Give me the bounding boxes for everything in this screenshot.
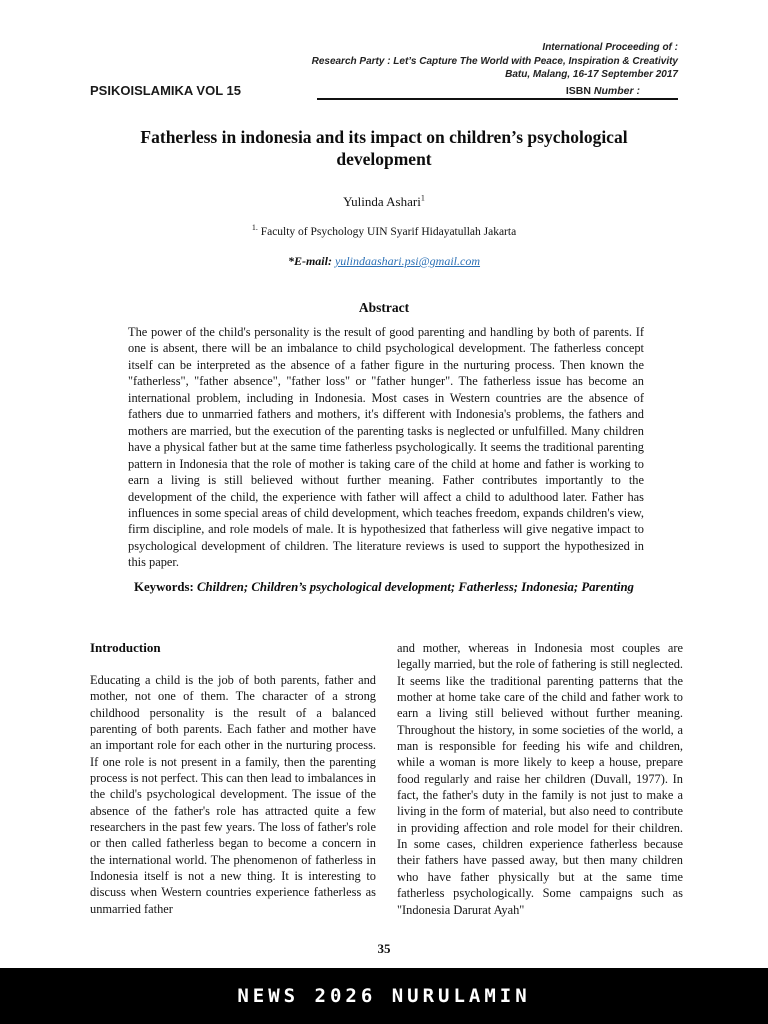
paper-title: Fatherless in indonesia and its impact on children’s psychological development bbox=[140, 127, 628, 169]
abstract-text: The power of the child's personality is the result of good parenting and handling by both of parents. If one is absent, there will be an imbalance to child psychological development. The fatherless concept itself can be interpreted as the absence of a father figure in the nurturing process. Then known the "fatherless", "father absence", "father loss" or "father hunger". The fatherless issue has become an international problem, including in Indonesia. Most cases in Western countries are the absence of fathers due to unmarried fathers and mothers, it's different with Indonesia's problems, the fathers and mothers are married, but the execution of the parenting tasks is neglected or unfulfilled. Many children have a physical father but at the same time fatherless psychologically. It seems the traditional parenting pattern in Indonesia that the role of mother is taking care of the child at home and father is working to earn a living is still believed without further meaning. Father contributes importantly to the development of the child, the experience with father will affect a child to adulthood later. Father has influences in some special areas of child development, which teaches freedom, expands children's view, firm discipline, and role models of male. It is hypothesized that fatherless will give negative impact to psychological development of children. The literature reviews is used to support the hypothesized in this paper. bbox=[128, 325, 644, 570]
page-number: 35 bbox=[377, 941, 391, 956]
isbn-label bbox=[566, 85, 640, 97]
introduction-left-text: Educating a child is the job of both parents, father and mother, not one of them. The character of a strong childhood personality is the result of a balanced parenting of both parents. Each father and mother have an important role for each other in the nurturing process. If one role is not present in a family, then the parenting process is not perfect. This can then lead to imbalances in the child's psychological development. The issue of the absence of the father's role has attracted quite a few researchers in the past few years. The loss of father's role or then called fatherless began to become a concern in the international world. The phenomenon of fatherless in Indonesia itself is not a new thing. It is interesting to discuss when Western countries experience fatherless as unmarried father bbox=[90, 673, 376, 916]
introduction-right-text: and mother, whereas in Indonesia most couples are legally married, but the role of fathering is still neglected. It seems like the traditional parenting patterns that the mother at home take care of the child and father work to earn a living still believed without further meaning. Throughout the history, in some societies of the world, a man is responsible for feeding his wife and children, while a woman is more likely to keep a house, prepare food regularly and raise her children (Duvall, 1977). In fact, the father's duty in the family is not just to make a living in the form of material, but also need to contribute in providing affection and role model for their children. In some cases, children experience fatherless because their fathers have passed away, but then many children who have father physically but at the same time fatherless psychologically. Some campaigns such as "Indonesia Darurat Ayah" bbox=[397, 641, 683, 917]
body-columns bbox=[90, 640, 684, 918]
email-label: *E-mail: bbox=[287, 254, 332, 268]
proceeding-line-3: Batu, Malang, 16-17 September 2017 bbox=[505, 69, 678, 80]
keywords-line bbox=[0, 580, 768, 595]
author-name: Yulinda Ashari$^1$ bbox=[343, 193, 425, 209]
proceeding-line-1: International Proceeding of : bbox=[542, 42, 678, 53]
author-superscript: 1 bbox=[420, 193, 425, 203]
isbn-number-word: Number : bbox=[593, 85, 640, 97]
proceeding-header bbox=[312, 41, 678, 82]
abstract-heading: Abstract bbox=[358, 300, 410, 315]
header-divider bbox=[317, 98, 678, 100]
right-column bbox=[397, 640, 683, 918]
watermark-bar bbox=[0, 968, 768, 1024]
proceeding-line-2: Research Party : Let’s Capture The World with Peace, Inspiration & Creativity bbox=[311, 55, 678, 67]
introduction-heading: Introduction bbox=[90, 640, 161, 655]
email-line bbox=[0, 254, 768, 269]
email-link[interactable]: yulindaashari.psi@gmail.com bbox=[334, 254, 481, 268]
author-affiliation: $^{1.}$ Faculty of Psychology UIN Syarif Hidayatullah Jakarta bbox=[251, 223, 517, 238]
keywords-values: Children; Children’s psychological development; Fatherless; Indonesia; Parenting bbox=[196, 580, 634, 594]
keywords-label: Keywords: bbox=[134, 580, 197, 594]
isbn-word: ISBN bbox=[565, 85, 591, 97]
affiliation-superscript: 1. bbox=[251, 223, 258, 233]
journal-volume-label: PSIKOISLAMIKA VOL 15 bbox=[90, 83, 241, 98]
left-column bbox=[90, 640, 376, 918]
watermark-text: NEWS 2026 NURULAMIN bbox=[237, 985, 531, 1007]
